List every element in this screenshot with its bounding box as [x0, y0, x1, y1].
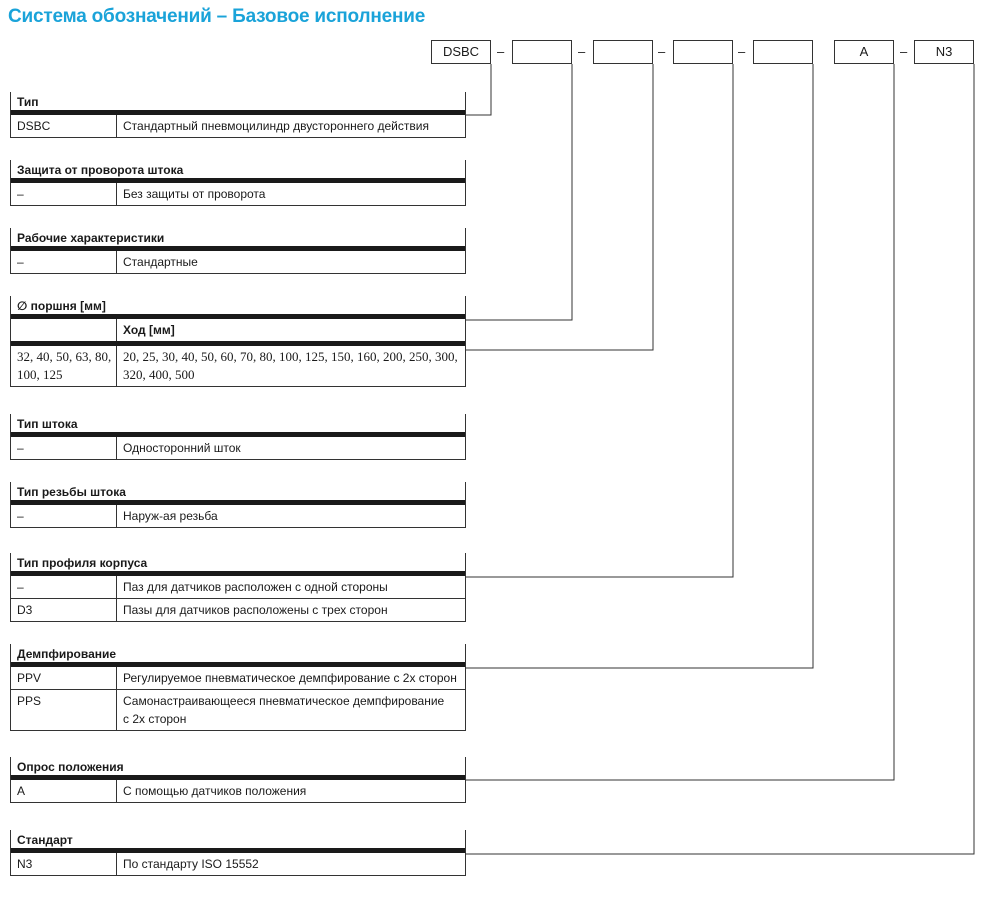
section-header: Тип резьбы штока [11, 482, 465, 505]
section-performance [10, 228, 466, 274]
table-row [11, 576, 465, 598]
page-title: Система обозначений – Базовое исполнение [8, 6, 426, 27]
code-separator: – [578, 44, 586, 59]
table-row [11, 689, 465, 730]
row-code: – [11, 437, 117, 459]
row-desc: Наруж-ая резьба [123, 509, 218, 523]
sub-header-row [11, 319, 465, 346]
row-code: – [11, 576, 117, 598]
connector-sensing [466, 64, 894, 780]
table-row [11, 183, 465, 205]
section-thread [10, 482, 466, 528]
section-header: Опрос положения [11, 757, 465, 780]
row-desc: Пазы для датчиков расположены с трех сторон [123, 603, 388, 617]
row-code: PPV [11, 667, 117, 689]
table-row [11, 667, 465, 689]
table-row [11, 780, 465, 802]
row-code: – [11, 183, 117, 205]
sub-header-empty [11, 319, 117, 341]
row-code: 32, 40, 50, 63, 80, 100, 125 [11, 346, 117, 386]
row-code: D3 [11, 599, 117, 621]
row-desc: Стандартные [123, 255, 198, 269]
row-code: – [11, 251, 117, 273]
row-code: – [11, 505, 117, 527]
connector-piston [466, 64, 572, 320]
code-box-sensing: A [834, 40, 894, 64]
table-row [11, 437, 465, 459]
code-separator: – [900, 44, 908, 59]
connector-standard [466, 64, 974, 854]
section-standard [10, 830, 466, 876]
section-header: Демпфирование [11, 644, 465, 667]
table-row [11, 853, 465, 875]
row-code: DSBC [11, 115, 117, 137]
code-box-standard: N3 [914, 40, 974, 64]
row-code: N3 [11, 853, 117, 875]
row-desc: Односторонний шток [123, 441, 241, 455]
code-box-type: DSBC [431, 40, 491, 64]
connector-stroke [466, 64, 653, 350]
section-piston [10, 296, 466, 387]
section-header: Тип профиля корпуса [11, 553, 465, 576]
section-rotation [10, 160, 466, 206]
section-header: Стандарт [11, 830, 465, 853]
code-separator: – [738, 44, 746, 59]
section-header: Тип [11, 92, 465, 115]
row-code: PPS [11, 690, 117, 730]
section-profile [10, 553, 466, 622]
section-type [10, 92, 466, 138]
table-row [11, 251, 465, 273]
sub-header-stroke: Ход [мм] [123, 323, 175, 337]
code-separator: – [658, 44, 666, 59]
section-rod-type [10, 414, 466, 460]
section-cushioning [10, 644, 466, 731]
section-header: Тип штока [11, 414, 465, 437]
row-desc: 20, 25, 30, 40, 50, 60, 70, 80, 100, 125, 150, 160, 200, 250, 300, 320, 400, 500 [123, 349, 458, 382]
table-row [11, 598, 465, 621]
table-row [11, 505, 465, 527]
section-header: ∅ поршня [мм] [11, 296, 465, 319]
connector-type [466, 64, 491, 115]
table-row [11, 115, 465, 137]
row-desc: С помощью датчиков положения [123, 784, 307, 798]
table-row [11, 346, 465, 386]
section-header: Защита от проворота штока [11, 160, 465, 183]
row-desc: Самонастраивающееся пневматическое демпфирование с 2х сторон [123, 694, 445, 726]
row-desc: Регулируемое пневматическое демпфирование с 2х сторон [123, 671, 457, 685]
row-desc: По стандарту ISO 15552 [123, 857, 259, 871]
section-sensing [10, 757, 466, 803]
row-code: A [11, 780, 117, 802]
code-separator: – [497, 44, 505, 59]
row-desc: Паз для датчиков расположен с одной стороны [123, 580, 388, 594]
row-desc: Стандартный пневмоцилиндр двустороннего действия [123, 119, 429, 133]
row-desc: Без защиты от проворота [123, 187, 266, 201]
section-header: Рабочие характеристики [11, 228, 465, 251]
